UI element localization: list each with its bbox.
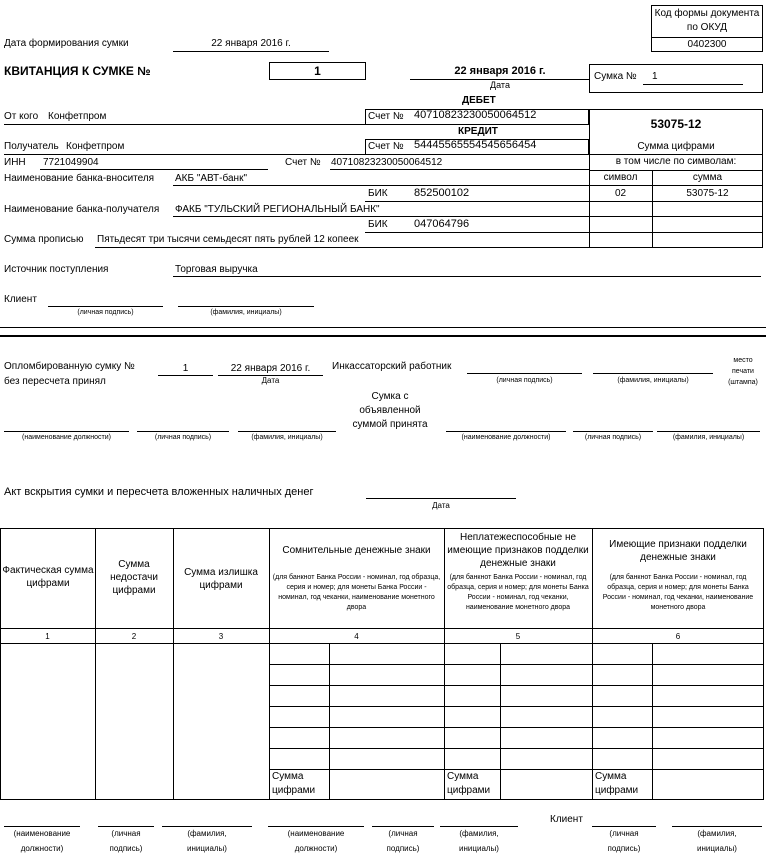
inn-account-label: Счет № [285, 157, 321, 168]
inn-account: 40710823230050064512 [331, 157, 443, 168]
receipt-number: 1 [314, 64, 321, 78]
source-value: Торговая выручка [175, 264, 258, 275]
caption-name-2: (фамилия, инициалы) [672, 434, 745, 441]
credit-account-label: Счет № [368, 141, 404, 152]
caption-position-2: (наименование должности) [461, 434, 551, 441]
inn-value: 7721049904 [43, 157, 99, 168]
col-num-5: 5 [515, 632, 521, 641]
col5-note: (для банкнот Банка России - номинал, год образца, серия и номер; для монеты Банка России - номинал, год чеканки, наименование монетного двора [447, 574, 589, 611]
col2-header: Сумма недостачи цифрами [110, 559, 158, 596]
by-symbols: в том числе по символам: [615, 156, 737, 167]
debit-label: ДЕБЕТ [462, 95, 496, 106]
f-pos2-a: (наименование [287, 829, 345, 838]
caption-signature-2: (личная подпись) [584, 434, 642, 441]
collector-label: Инкассаторский работник [332, 361, 452, 372]
f-pos2-b: должности) [294, 844, 338, 853]
sealed-line2: без пересчета принял [4, 376, 106, 387]
declared-l1: Сумка с [371, 391, 409, 402]
depositor-bik: 852500102 [414, 187, 470, 199]
col1-header: Фактическая сумма цифрами [2, 565, 94, 589]
stamp-line3: (штампа) [728, 379, 758, 386]
recipient-bank-value: ФАКБ "ТУЛЬСКИЙ РЕГИОНАЛЬНЫЙ БАНК" [175, 204, 380, 215]
f-name1-b: инициалы) [187, 844, 227, 853]
f-pos1-a: (наименование [13, 829, 71, 838]
formation-date: 22 января 2016 г. [211, 38, 291, 49]
recipient-bik-label: БИК [368, 219, 388, 230]
col4-sum-l1: Сумма [272, 771, 304, 782]
okud-code: 0402300 [687, 39, 727, 50]
depositor-bank-value: АКБ "АВТ-банк" [175, 173, 248, 184]
client-label: Клиент [4, 294, 37, 305]
source-label: Источник поступления [4, 264, 109, 275]
col-num-4: 4 [354, 632, 359, 641]
debit-account-label: Счет № [368, 111, 404, 122]
sealed-number: 1 [182, 363, 189, 374]
col-num-3: 3 [218, 632, 224, 641]
sealed-date-caption: Дата [261, 376, 280, 385]
f-pos1-b: должности) [20, 844, 64, 853]
f-sig2-a: (личная [388, 829, 418, 838]
recipient-value: Конфетпром [66, 141, 125, 152]
collector-name-caption: (фамилия, инициалы) [617, 377, 689, 384]
receipt-date: 22 января 2016 г. [454, 65, 546, 77]
depositor-bik-label: БИК [368, 188, 388, 199]
f-name3-b: инициалы) [697, 844, 737, 853]
f-sig2-b: подпись) [386, 844, 420, 853]
col4-note: (для банкнот Банка России - номинал, год образца, серия и номер; для монеты Банка России - номинал, год чеканки, наименование монетного двора [272, 574, 441, 611]
formation-label: Дата формирования сумки [4, 38, 129, 49]
f-sig3-b: подпись) [607, 844, 641, 853]
f-sig3-a: (личная [609, 829, 639, 838]
act-title: Акт вскрытия сумки и пересчета вложенных наличных денег [4, 486, 314, 498]
credit-account: 54445565554545656454 [414, 139, 537, 151]
caption-name-1: (фамилия, инициалы) [251, 434, 323, 441]
sealed-line1: Опломбированную сумку № [4, 361, 135, 372]
stamp-line1: место [733, 357, 753, 364]
okud-label: Код формы документа по ОКУД [654, 8, 760, 33]
bag-label: Сумка № [594, 71, 637, 82]
col6-sum-l1: Сумма [595, 771, 627, 782]
col6-title: Имеющие признаки подделки денежные знаки [609, 539, 747, 563]
recipient-label: Получатель [4, 141, 59, 152]
declared-l3: суммой принята [352, 419, 428, 430]
client-signature-caption: (личная подпись) [77, 309, 134, 316]
recipient-bik: 047064796 [414, 218, 470, 230]
caption-signature-1: (личная подпись) [154, 434, 212, 441]
client-name-caption: (фамилия, инициалы) [210, 309, 282, 316]
f-name1-a: (фамилия, [187, 829, 227, 838]
collector-signature-caption: (личная подпись) [496, 377, 553, 384]
debit-account: 40710823230050064512 [414, 109, 537, 121]
col5-sum-l2: цифрами [447, 785, 491, 796]
f-name2-b: инициалы) [459, 844, 499, 853]
amount-figures: 53075-12 [650, 117, 702, 131]
col4-sum-l2: цифрами [272, 785, 316, 796]
sealed-date: 22 января 2016 г. [230, 363, 311, 374]
amount-words-value: Пятьдесят три тысячи семьдесят пять рублей 12 копеек [97, 234, 359, 245]
act-date-caption: Дата [432, 501, 450, 510]
footer-client: Клиент [550, 814, 583, 825]
receipt-title: КВИТАНЦИЯ К СУМКЕ № [4, 64, 151, 78]
sum-value: 53075-12 [686, 188, 729, 199]
col-symbol: символ [603, 172, 638, 183]
recipient-bank-label: Наименование банка-получателя [4, 204, 160, 215]
col6-sum-l2: цифрами [595, 785, 639, 796]
col5-title: Неплатежеспособные не имеющие признаков подделки денежные знаки [447, 532, 589, 569]
amount-caption: Сумма цифрами [637, 141, 715, 152]
col5-sum-l1: Сумма [447, 771, 479, 782]
declared-l2: объявленной [359, 405, 421, 416]
col-sum: сумма [692, 172, 723, 183]
col4-title: Сомнительные денежные знаки [282, 545, 431, 556]
f-sig1-a: (личная [111, 829, 141, 838]
col-num-1: 1 [45, 632, 50, 641]
stamp-line2: печати [732, 368, 754, 375]
depositor-bank-label: Наименование банка-вносителя [4, 173, 155, 184]
col-num-6: 6 [675, 632, 681, 641]
f-name3-a: (фамилия, [697, 829, 737, 838]
from-label: От кого [4, 111, 39, 122]
amount-words-label: Сумма прописью [4, 234, 84, 245]
f-sig1-b: подпись) [109, 844, 143, 853]
col-num-2: 2 [131, 632, 137, 641]
bag-number: 1 [652, 71, 658, 82]
credit-label: КРЕДИТ [458, 126, 498, 137]
caption-position-1: (наименование должности) [22, 434, 111, 441]
col6-note: (для банкнот Банка России - номинал, год образца, серия и номер; для монеты Банка России - номинал, год чеканки, наименование монетного двора [602, 574, 754, 611]
receipt-date-caption: Дата [490, 80, 510, 90]
inn-label: ИНН [4, 157, 26, 168]
symbol-value: 02 [614, 188, 627, 199]
col3-header: Сумма излишка цифрами [184, 567, 258, 591]
f-name2-a: (фамилия, [459, 829, 499, 838]
from-value: Конфетпром [48, 111, 107, 122]
